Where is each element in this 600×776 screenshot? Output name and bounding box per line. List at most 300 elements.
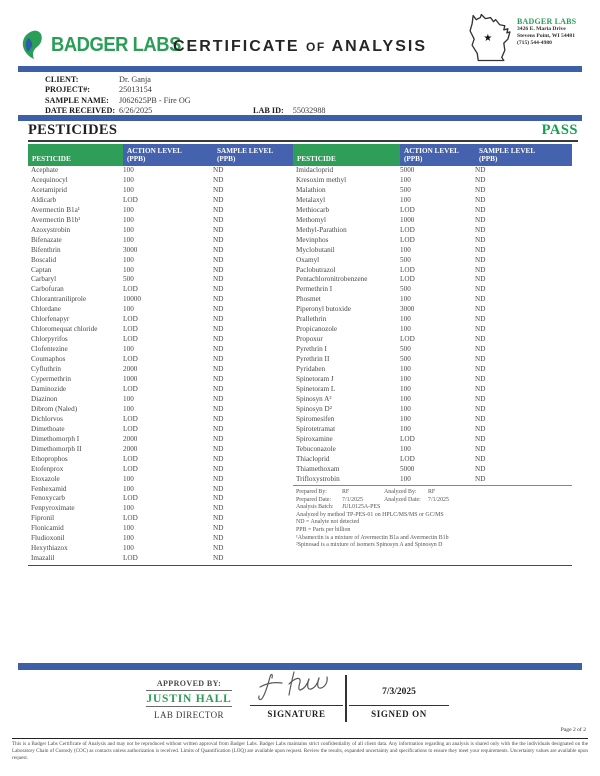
table-cell-sample: ND (213, 434, 224, 443)
table-row (28, 226, 293, 236)
table-row (293, 186, 572, 196)
table-cell-action: 1000 (400, 215, 415, 224)
handwritten-signature (256, 668, 338, 706)
table-cell-action: 100 (400, 424, 411, 433)
table-cell-action: 5000 (400, 464, 415, 473)
header-sample-level-left: SAMPLE LEVEL (PPB) (213, 144, 293, 166)
table-cell-name: Metalaxyl (296, 195, 326, 204)
prepared-by-row: Prepared By: RF Analyzed By: RF (296, 489, 436, 495)
table-cell-action: 100 (123, 185, 134, 194)
table-row (293, 266, 572, 276)
prepared-date-row: Prepared Date: 7/1/2025 Analyzed Date: 7/1/2025 (296, 496, 449, 503)
table-cell-action: 100 (400, 394, 411, 403)
table-row (28, 256, 293, 266)
table-row (293, 256, 572, 266)
table-row (293, 285, 572, 295)
table-cell-name: Bifenthrin (31, 245, 61, 254)
table-cell-name: Fenhexamid (31, 484, 67, 493)
header-pesticide-left: PESTICIDE (28, 144, 123, 166)
table-cell-action: 100 (400, 414, 411, 423)
table-cell-sample: ND (475, 424, 486, 433)
table-cell-sample: ND (213, 355, 224, 364)
table-row (28, 305, 293, 315)
star-icon: ★ (483, 33, 493, 45)
table-cell-action: 100 (123, 534, 134, 543)
table-cell-action: 100 (400, 295, 411, 304)
section-title: PESTICIDES (28, 122, 118, 138)
table-cell-action: 3000 (123, 245, 138, 254)
table-cell-name: Piperonyl butoxide (296, 305, 351, 314)
table-row (28, 355, 293, 365)
table-cell-sample: ND (213, 554, 224, 563)
table-row (293, 355, 572, 365)
table-row (293, 295, 572, 305)
table-cell-action: LOD (400, 454, 415, 463)
table-cell-sample: ND (213, 275, 224, 284)
table-row (293, 275, 572, 285)
pesticide-table-right (293, 166, 572, 485)
table-cell-name: Spinetoram L (296, 384, 336, 393)
table-cell-action: LOD (123, 554, 138, 563)
table-cell-action: 2000 (123, 434, 138, 443)
table-cell-name: Chlorantraniliprole (31, 295, 87, 304)
signed-on-block (349, 672, 449, 719)
table-cell-name: Acephate (31, 166, 59, 174)
table-cell-name: Oxamyl (296, 255, 320, 264)
table-cell-sample: ND (475, 454, 486, 463)
table-cell-action: LOD (123, 285, 138, 294)
table-row (28, 236, 293, 246)
table-cell-sample: ND (475, 235, 486, 244)
note-line: ND = Analyte not detected (296, 519, 360, 526)
table-cell-name: Chlordane (31, 305, 61, 314)
table-row (293, 305, 572, 315)
table-cell-name: Methomyl (296, 215, 326, 224)
table-cell-sample: ND (475, 375, 486, 384)
table-cell-name: Pentachloronitrobenzene (296, 275, 368, 284)
table-cell-name: Spirotetramat (296, 424, 336, 433)
date-received-value: 6/26/2025 (119, 105, 153, 115)
table-cell-name: Dimethomorph II (31, 444, 82, 453)
table-cell-action: 100 (123, 305, 134, 314)
table-cell-name: Myclobutanil (296, 245, 335, 254)
table-cell-name: Aldicarb (31, 195, 57, 204)
table-cell-name: Fipronil (31, 514, 55, 523)
table-row (293, 325, 572, 335)
table-row (28, 345, 293, 355)
table-cell-sample: ND (213, 345, 224, 354)
table-cell-action: 500 (400, 255, 411, 264)
table-cell-action: LOD (400, 205, 415, 214)
lab-name: BADGER LABS (517, 17, 577, 26)
table-row (293, 345, 572, 355)
table-row (28, 435, 293, 445)
table-cell-name: Propoxur (296, 335, 323, 344)
table-cell-sample: ND (475, 464, 486, 473)
table-cell-sample: ND (475, 185, 486, 194)
table-cell-sample: ND (213, 335, 224, 344)
table-row (28, 266, 293, 276)
table-cell-sample: ND (475, 394, 486, 403)
table-row (28, 375, 293, 385)
table-cell-action: 100 (123, 474, 134, 483)
signature-divider-line (345, 675, 347, 722)
client-info-block (45, 75, 326, 116)
notes-divider-line (293, 485, 572, 486)
table-cell-name: Dibrom (Naled) (31, 404, 78, 413)
table-cell-action: 100 (123, 175, 134, 184)
table-cell-action: LOD (123, 414, 138, 423)
table-cell-action: 100 (123, 484, 134, 493)
table-row (293, 395, 572, 405)
table-cell-action: 500 (400, 345, 411, 354)
table-cell-sample: ND (213, 265, 224, 274)
header-action-level-left: ACTION LEVEL (PPB) (123, 144, 213, 166)
header-action-level-right: ACTION LEVEL (PPB) (400, 144, 475, 166)
table-cell-sample: ND (213, 175, 224, 184)
table-row (28, 455, 293, 465)
table-cell-action: 100 (400, 404, 411, 413)
table-cell-action: LOD (400, 335, 415, 344)
table-row (293, 385, 572, 395)
table-row (28, 335, 293, 345)
table-cell-sample: ND (475, 355, 486, 364)
table-cell-name: Spiroxamine (296, 434, 333, 443)
table-cell-sample: ND (213, 225, 224, 234)
table-cell-name: Cyfluthrin (31, 365, 61, 374)
table-cell-name: Pyrethrin I (296, 345, 327, 354)
table-row (293, 335, 572, 345)
table-cell-sample: ND (213, 424, 224, 433)
table-cell-name: Dimethoate (31, 424, 65, 433)
table-cell-name: Malathion (296, 185, 326, 194)
table-cell-sample: ND (213, 285, 224, 294)
table-cell-action: 5000 (400, 166, 415, 174)
note-line: PPB = Parts per billion (296, 526, 351, 533)
analysis-batch-row: Analysis Batch: JUL0125A-PES (296, 504, 381, 511)
table-cell-name: Spinosyn A² (296, 394, 332, 403)
table-cell-sample: ND (475, 225, 486, 234)
table-cell-action: 100 (123, 345, 134, 354)
table-cell-sample: ND (475, 365, 486, 374)
table-cell-sample: ND (213, 484, 224, 493)
table-cell-name: Mevinphos (296, 235, 329, 244)
table-row (28, 475, 293, 485)
approver-title: LAB DIRECTOR (154, 709, 224, 720)
table-cell-name: Propicanozole (296, 325, 338, 334)
table-cell-action: 500 (123, 275, 134, 284)
table-row (293, 375, 572, 385)
table-cell-action: LOD (123, 315, 138, 324)
table-cell-sample: ND (213, 375, 224, 384)
table-row (293, 246, 572, 256)
table-cell-sample: ND (213, 166, 224, 174)
table-cell-sample: ND (475, 444, 486, 453)
table-cell-action: LOD (400, 434, 415, 443)
table-cell-action: 100 (123, 524, 134, 533)
table-row (293, 435, 572, 445)
table-cell-name: Methyl-Parathion (296, 225, 347, 234)
table-cell-sample: ND (213, 295, 224, 304)
table-cell-name: Spiromesifen (296, 414, 335, 423)
table-row (28, 554, 293, 564)
table-cell-action: 100 (400, 474, 411, 483)
table-cell-sample: ND (475, 245, 486, 254)
table-cell-action: 100 (400, 325, 411, 334)
table-row (293, 166, 572, 176)
table-row (28, 315, 293, 325)
table-cell-name: Dichlorvos (31, 414, 63, 423)
table-cell-action: LOD (123, 325, 138, 334)
table-row (28, 425, 293, 435)
table-cell-name: Kresoxim methyl (296, 175, 347, 184)
table-cell-name: Acetamiprid (31, 185, 67, 194)
table-row (28, 285, 293, 295)
table-cell-sample: ND (213, 464, 224, 473)
table-cell-sample: ND (213, 504, 224, 513)
table-row (28, 325, 293, 335)
table-row (28, 166, 293, 176)
sample-name-row (45, 96, 191, 106)
table-cell-name: Permethrin I (296, 285, 333, 294)
table-cell-sample: ND (475, 205, 486, 214)
signed-on-date: 7/3/2025 (382, 686, 416, 697)
table-cell-action: LOD (123, 454, 138, 463)
table-cell-sample: ND (213, 205, 224, 214)
client-row (45, 75, 191, 85)
table-row (293, 425, 572, 435)
table-row (293, 465, 572, 475)
table-cell-sample: ND (475, 305, 486, 314)
project-value: 25013154 (119, 85, 152, 95)
table-cell-name: Fenoxycarb (31, 494, 65, 503)
table-cell-sample: ND (475, 414, 486, 423)
table-cell-sample: ND (213, 494, 224, 503)
approver-name: JUSTIN HALL (146, 691, 232, 708)
table-cell-name: Imazalil (31, 554, 55, 563)
table-cell-name: Diazinon (31, 394, 58, 403)
table-cell-action: 100 (400, 315, 411, 324)
table-row (28, 415, 293, 425)
table-cell-sample: ND (213, 185, 224, 194)
table-cell-sample: ND (475, 345, 486, 354)
table-cell-sample: ND (475, 325, 486, 334)
table-cell-sample: ND (213, 454, 224, 463)
table-row (28, 246, 293, 256)
header-pesticide-right: PESTICIDE (293, 144, 400, 166)
table-cell-action: 100 (400, 365, 411, 374)
table-cell-action: LOD (123, 424, 138, 433)
table-row (28, 534, 293, 544)
date-received-label: DATE RECEIVED: (45, 105, 116, 115)
wisconsin-map-icon (466, 11, 513, 63)
client-value: Dr. Ganja (119, 75, 151, 84)
lab-id-label: LAB ID: (253, 105, 284, 115)
method-footnotes (296, 512, 552, 550)
table-cell-name: Bifenazate (31, 235, 62, 244)
table-cell-sample: ND (475, 335, 486, 344)
table-cell-name: Cypermethrin (31, 375, 71, 384)
table-cell-action: 100 (123, 394, 134, 403)
table-row (28, 504, 293, 514)
table-cell-sample: ND (213, 305, 224, 314)
table-cell-sample: ND (475, 295, 486, 304)
table-row (28, 295, 293, 305)
project-label: PROJECT#: (45, 85, 91, 95)
table-cell-name: Pyrethrin II (296, 355, 330, 364)
table-cell-action: LOD (400, 265, 415, 274)
logo-wordmark: BADGER LABS (51, 33, 181, 56)
table-cell-name: Daminozide (31, 384, 67, 393)
table-cell-name: Pyridaben (296, 365, 326, 374)
table-cell-sample: ND (475, 474, 486, 483)
table-cell-action: 2000 (123, 365, 138, 374)
table-cell-sample: ND (475, 404, 486, 413)
table-cell-sample: ND (213, 215, 224, 224)
table-cell-action: 1000 (123, 375, 138, 384)
header-divider-bar (18, 66, 582, 72)
table-row (28, 544, 293, 554)
table-cell-action: 500 (400, 355, 411, 364)
table-cell-sample: ND (475, 255, 486, 264)
signature-label: SIGNATURE (267, 709, 326, 719)
pesticide-table-left (28, 166, 293, 564)
table-row (28, 514, 293, 524)
table-row (28, 395, 293, 405)
client-label: CLIENT: (45, 75, 79, 84)
table-cell-sample: ND (213, 444, 224, 453)
table-cell-action: 100 (123, 235, 134, 244)
table-cell-action: 100 (123, 504, 134, 513)
table-cell-action: LOD (123, 384, 138, 393)
table-cell-sample: ND (213, 414, 224, 423)
table-cell-sample: ND (213, 195, 224, 204)
table-cell-action: 100 (400, 444, 411, 453)
table-cell-action: 100 (123, 215, 134, 224)
section-header (28, 120, 578, 142)
table-row (28, 275, 293, 285)
table-row (28, 196, 293, 206)
table-cell-name: Chlorfenapyr (31, 315, 70, 324)
analysis-notes (296, 489, 552, 550)
approval-block (146, 679, 232, 720)
footer-rule (12, 738, 588, 739)
table-bottom-line (28, 565, 572, 566)
table-cell-action: LOD (123, 494, 138, 503)
pesticide-table-header (28, 144, 572, 166)
note-line: ¹Abamectin is a mixture of Avermectin B1a and Avermectin B1b (296, 534, 449, 541)
table-cell-name: Captan (31, 265, 52, 274)
table-cell-action: 3000 (400, 305, 415, 314)
lab-address-line2: Stevens Point, WI 54481 (517, 32, 576, 39)
table-cell-action: 100 (123, 255, 134, 264)
table-row (28, 465, 293, 475)
table-cell-name: Tebuconazole (296, 444, 336, 453)
table-cell-action: 100 (400, 245, 411, 254)
table-cell-sample: ND (213, 474, 224, 483)
disclaimer-text: This is a Badger Labs Certificate of Analysis and may not be reproduced without written approval from Badger Labs. Badger Labs maintains strict confidentiality of all client data. Any information regarding an analysis is shared only with the the individuals designated on the Laboratory Chain of Custody (COC) as contacts unless authorization is received. Limits of Quantification (LOQ) are available upon request. Review the results, expanded uncertainty and specifications to ensure they meet your requirements. Uncertainty values are available upon request. (12, 741, 588, 761)
table-cell-sample: ND (213, 384, 224, 393)
table-cell-name: Azoxystrobin (31, 225, 71, 234)
table-cell-sample: ND (475, 166, 486, 174)
table-row (293, 415, 572, 425)
table-cell-name: Ethoprophos (31, 454, 68, 463)
lab-id-value: 55032988 (292, 105, 326, 115)
signature-block (250, 672, 343, 719)
table-cell-sample: ND (213, 524, 224, 533)
table-row (293, 455, 572, 465)
table-cell-action: 2000 (123, 444, 138, 453)
table-cell-name: Carbaryl (31, 275, 57, 284)
table-row (28, 445, 293, 455)
table-cell-action: 100 (400, 384, 411, 393)
table-row (28, 385, 293, 395)
table-row (293, 176, 572, 186)
table-row (293, 206, 572, 216)
table-row (28, 524, 293, 534)
table-row (28, 186, 293, 196)
table-cell-name: Hexythiazox (31, 544, 68, 553)
table-cell-name: Spinosyn D² (296, 404, 332, 413)
table-cell-sample: ND (475, 384, 486, 393)
badger-leaf-icon (20, 30, 46, 60)
table-cell-name: Paclobutrazol (296, 265, 336, 274)
sample-name-label: SAMPLE NAME: (45, 95, 109, 105)
table-cell-sample: ND (213, 315, 224, 324)
table-cell-name: Acequinocyl (31, 175, 68, 184)
table-cell-name: Chloromequat chloride (31, 325, 98, 334)
table-cell-sample: ND (213, 404, 224, 413)
table-row (28, 365, 293, 375)
page-number: Page 2 of 2 (560, 727, 586, 733)
table-cell-action: 500 (400, 185, 411, 194)
table-cell-name: Flonicamid (31, 524, 64, 533)
table-cell-sample: ND (475, 315, 486, 324)
table-cell-action: 100 (400, 375, 411, 384)
table-row (293, 236, 572, 246)
table-cell-sample: ND (213, 514, 224, 523)
signed-on-label: SIGNED ON (371, 709, 427, 719)
table-cell-sample: ND (475, 285, 486, 294)
table-cell-sample: ND (475, 275, 486, 284)
table-cell-action: LOD (123, 355, 138, 364)
table-cell-action: 100 (123, 166, 134, 174)
header-sample-level-right: SAMPLE LEVEL (PPB) (475, 144, 572, 166)
table-cell-action: LOD (400, 235, 415, 244)
sample-name-value: J062625PB - Fire OG (119, 95, 191, 105)
table-row (28, 176, 293, 186)
table-cell-action: 100 (400, 195, 411, 204)
lab-address-line1: 3426 E. Maria Drive (517, 26, 566, 32)
table-cell-name: Fenpyroximate (31, 504, 75, 513)
table-cell-action: LOD (123, 464, 138, 473)
table-cell-action: 100 (123, 404, 134, 413)
table-cell-name: Prallethrin (296, 315, 327, 324)
table-cell-sample: ND (213, 245, 224, 254)
table-cell-sample: ND (213, 394, 224, 403)
table-cell-name: Clofentezine (31, 345, 68, 354)
table-cell-action: 100 (400, 175, 411, 184)
table-row (28, 206, 293, 216)
lab-address-card (466, 11, 588, 63)
table-cell-name: Boscalid (31, 255, 57, 264)
table-row (293, 226, 572, 236)
table-row (28, 485, 293, 495)
note-line: Analyzed by method TP-PES-01 on HPLC/MS/MS or GC/MS (296, 511, 444, 518)
pass-status-badge: PASS (541, 122, 578, 138)
table-cell-sample: ND (475, 195, 486, 204)
table-cell-sample: ND (213, 544, 224, 553)
